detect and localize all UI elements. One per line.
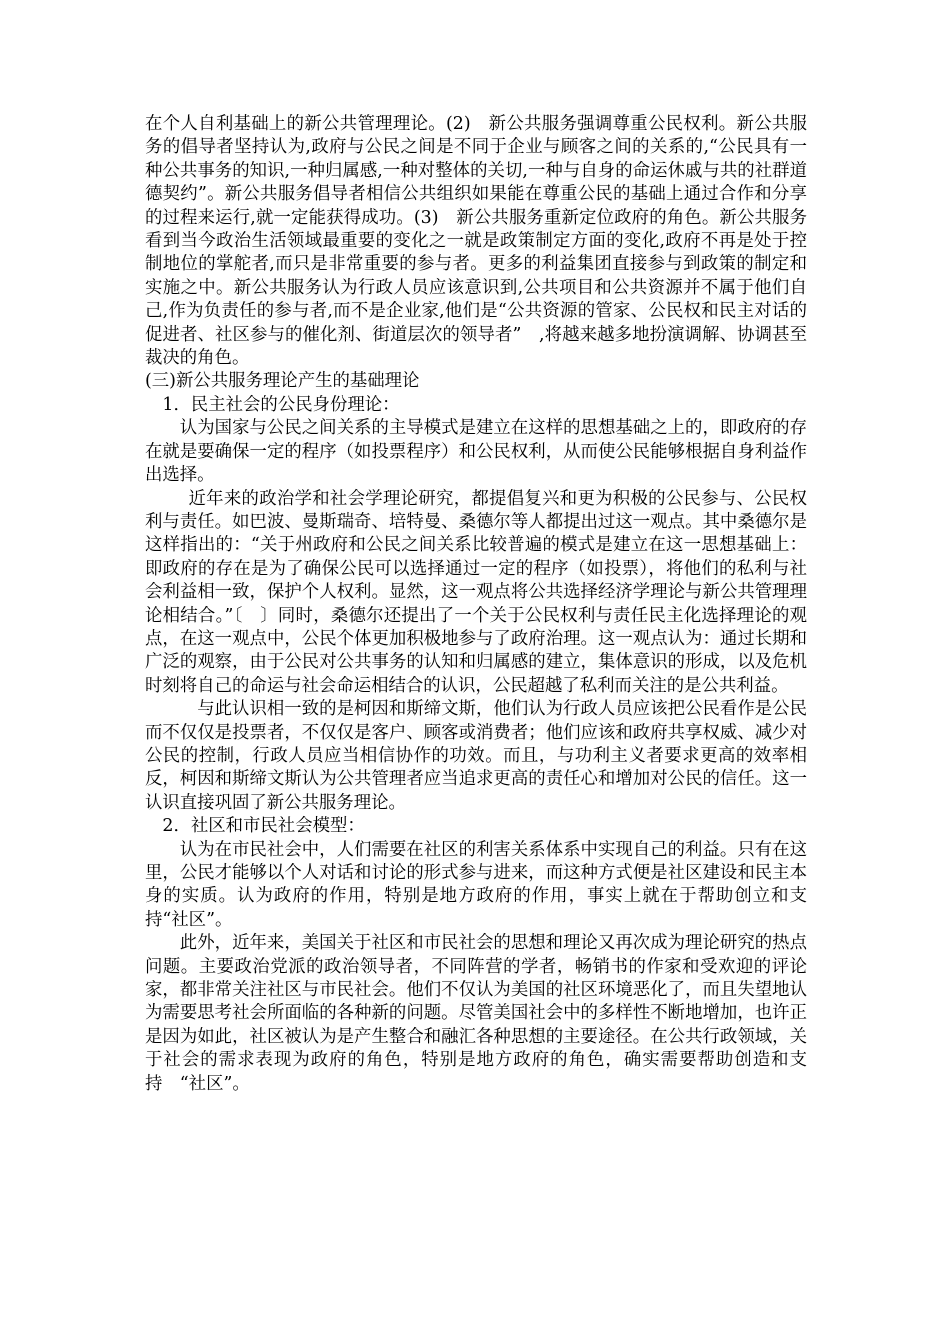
subsection-heading-2: 2．社区和市民社会模型： [162,816,365,837]
paragraph-continuation: 在个人自利基础上的新公共管理理论。(2) 新公共服务强调尊重公民权利。新公共服务的倡导者坚持认为,政府与公民之间是不同于企业与顾客之间的关系的,“公民具有一种公共事务的知识,一种归属感,一种对整体的关切,一种与自身的命运休戚与共的社群道德契约”。新公共服务倡导者相信公共组织如果能在尊重公民的基础上通过合作和分享的过程来运行,就一定能获得成功。(3) 新公共服务重新定位政府的角色。新公共服务看到当今政治生活领域最重要的变化之一就是政策制定方面的变化,政府不再是处于控制地位的掌舵者,而只是非常重要的参与者。更多的利益集团直接参与到政策的制定和实施之中。新公共服务认为行政人员应该意识到,公共项目和公共资源并不属于他们自己,作为负责任的参与者,而不是企业家,他们是“公共资源的管家、公民权和民主对话的促进者、社区参与的催化剂、街道层次的领导者” ,将越来越多地扮演调解、协调甚至裁决的角色。 [145,114,807,369]
subsection-heading-1: 1．民主社会的公民身份理论： [162,394,400,415]
document-body [145,113,807,1096]
paragraph-citizenship-theory: 认为国家与公民之间关系的主导模式是建立在这样的思想基础之上的，即政府的存在就是要确保一定的程序（如投票程序）和公民权利，从而使公民能够根据自身利益作出选择。 [145,418,807,486]
paragraph-coyne-stivers: 与此认识相一致的是柯因和斯缔文斯，他们认为行政人员应该把公民看作是公民而不仅仅是投票者，不仅仅是客户、顾客或消费者；他们应该和政府共享权威、减少对公民的控制，行政人员应当相信协作的功效。而且，与功利主义者要求更高的效率相反，柯因和斯缔文斯认为公共管理者应当追求更高的责任心和增加对公民的信任。这一认识直接巩固了新公共服务理论。 [145,699,807,813]
paragraph-civil-society: 认为在市民社会中，人们需要在社区的利害关系体系中实现自己的利益。只有在这里，公民才能够以个人对话和讨论的形式参与进来，而这种方式便是社区建设和民主本身的实质。认为政府的作用，特别是地方政府的作用，事实上就在于帮助创立和支持“社区”。 [145,839,807,930]
paragraph-recent-research: 近年来的政治学和社会学理论研究，都提倡复兴和更为积极的公民参与、公民权利与责任。如巴波、曼斯瑞奇、培特曼、桑德尔等人都提出过这一观点。其中桑德尔是这样指出的：“关于州政府和公民之间关系比较普遍的模式是建立在这一思想基础上：即政府的存在是为了确保公民可以选择通过一定的程序（如投票），将他们的私利与社会利益相一致，保护个人权利。显然，这一观点将公共选择经济学理论与新公共管理理论相结合。”〔 〕同时，桑德尔还提出了一个关于公民权利与责任民主化选择理论的观点，在这一观点中，公民个体更加积极地参与了政府治理。这一观点认为：通过长期和广泛的观察，由于公民对公共事务的认知和归属感的建立，集体意识的形成，以及危机时刻将自己的命运与社会命运相结合的认识，公民超越了私利而关注的是公共利益。 [145,488,807,696]
paragraph-community-hotspot: 此外，近年来，美国关于社区和市民社会的思想和理论又再次成为理论研究的热点问题。主要政治党派的政治领导者，不同阵营的学者，畅销书的作家和受欢迎的评论家，都非常关注社区与市民社会。他们不仅认为美国的社区环境恶化了，而且失望地认为需要思考社会所面临的各种新的问题。尽管美国社会中的多样性不断地增加，也许正是因为如此，社区被认为是产生整合和融汇各种思想的主要途径。在公共行政领域，关于社会的需求表现为政府的角色，特别是地方政府的角色，确实需要帮助创造和支持 “社区”。 [145,933,807,1094]
section-heading: (三)新公共服务理论产生的基础理论 [145,371,420,392]
